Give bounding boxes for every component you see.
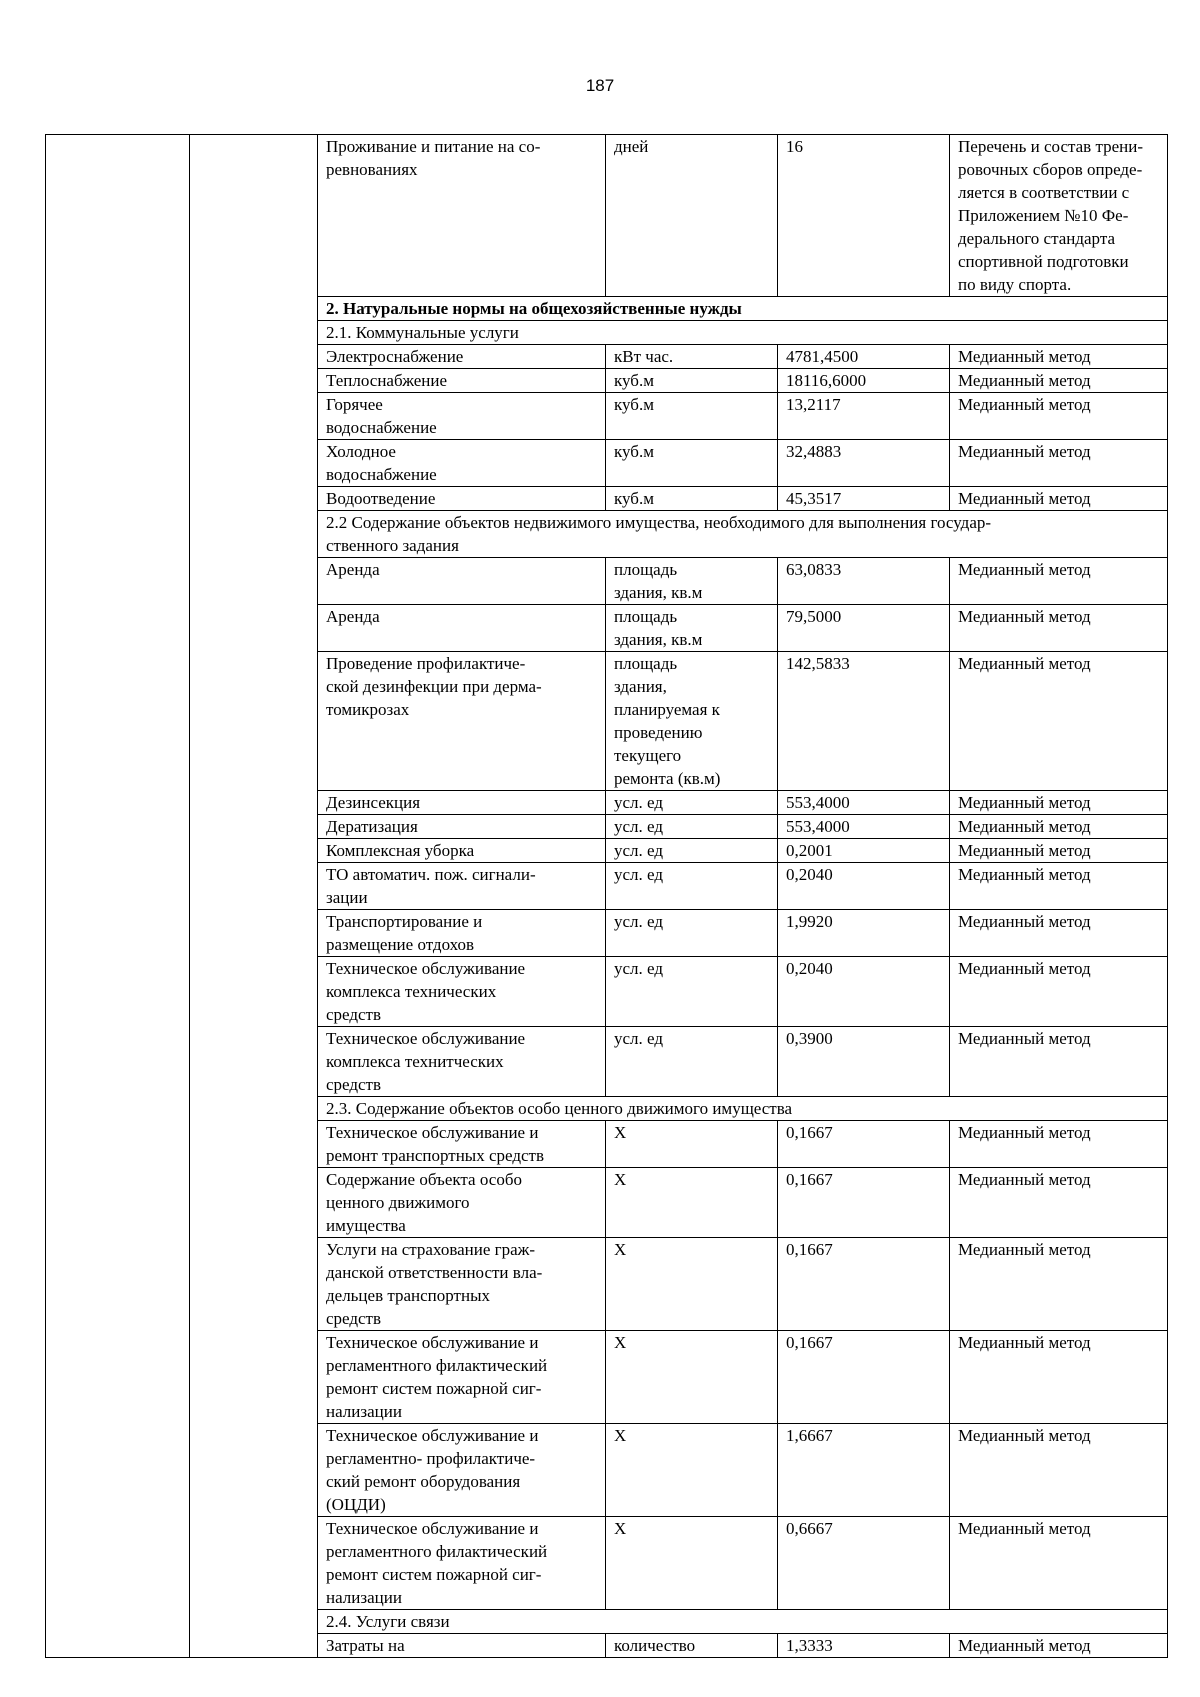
value-cell: 13,2117: [778, 393, 950, 440]
item-name-cell: Услуги на страхование граж- данской ответственности вла- дельцев транспортных средств: [318, 1238, 606, 1331]
left-margin-cell-1: [46, 135, 190, 1658]
item-name-cell: Проживание и питание на со- ревнованиях: [318, 135, 606, 297]
item-name-cell: Аренда: [318, 558, 606, 605]
unit-cell: площадь здания, кв.м: [606, 605, 778, 652]
item-name-cell: Техническое обслуживание и регламентного филактический ремонт систем пожарной сиг- нализации: [318, 1331, 606, 1424]
method-cell: Медианный метод: [950, 815, 1168, 839]
unit-cell: площадь здания, планируемая к проведению текущего ремонта (кв.м): [606, 652, 778, 791]
value-cell: 79,5000: [778, 605, 950, 652]
value-cell: 32,4883: [778, 440, 950, 487]
method-cell: Медианный метод: [950, 440, 1168, 487]
value-cell: 1,3333: [778, 1634, 950, 1658]
unit-cell: кВт час.: [606, 345, 778, 369]
unit-cell: Х: [606, 1121, 778, 1168]
method-cell: Медианный метод: [950, 393, 1168, 440]
item-name-cell: Техническое обслуживание и ремонт транспортных средств: [318, 1121, 606, 1168]
method-cell: Медианный метод: [950, 957, 1168, 1027]
left-margin-cell-2: [190, 135, 318, 1658]
table-row: [46, 135, 1168, 297]
section-heading: 2.3. Содержание объектов особо ценного движимого имущества: [318, 1097, 1168, 1121]
method-cell: Медианный метод: [950, 1168, 1168, 1238]
method-cell: Медианный метод: [950, 652, 1168, 791]
method-cell: Медианный метод: [950, 863, 1168, 910]
unit-cell: усл. ед: [606, 863, 778, 910]
method-cell: Медианный метод: [950, 558, 1168, 605]
value-cell: 18116,6000: [778, 369, 950, 393]
value-cell: 1,9920: [778, 910, 950, 957]
unit-cell: усл. ед: [606, 839, 778, 863]
method-cell: Медианный метод: [950, 910, 1168, 957]
method-cell: Медианный метод: [950, 1517, 1168, 1610]
value-cell: 63,0833: [778, 558, 950, 605]
value-cell: 16: [778, 135, 950, 297]
item-name-cell: Холодное водоснабжение: [318, 440, 606, 487]
item-name-cell: Водоотведение: [318, 487, 606, 511]
unit-cell: Х: [606, 1168, 778, 1238]
method-cell: Медианный метод: [950, 605, 1168, 652]
unit-cell: площадь здания, кв.м: [606, 558, 778, 605]
value-cell: 45,3517: [778, 487, 950, 511]
value-cell: 0,6667: [778, 1517, 950, 1610]
section-heading: 2.2 Содержание объектов недвижимого имущества, необходимого для выполнения государ- ственного задания: [318, 511, 1168, 558]
method-cell: Медианный метод: [950, 369, 1168, 393]
method-cell: Медианный метод: [950, 839, 1168, 863]
unit-cell: куб.м: [606, 393, 778, 440]
method-cell: Медианный метод: [950, 791, 1168, 815]
method-cell: Перечень и состав трени- ровочных сборов опреде- ляется в соответствии с Приложением №10 Фе- дерального стандарта спортивной подготовки по виду спорта.: [950, 135, 1168, 297]
item-name-cell: Горячее водоснабжение: [318, 393, 606, 440]
value-cell: 0,2040: [778, 863, 950, 910]
value-cell: 1,6667: [778, 1424, 950, 1517]
section-heading: 2. Натуральные нормы на общехозяйственные нужды: [318, 297, 1168, 321]
item-name-cell: Комплексная уборка: [318, 839, 606, 863]
item-name-cell: Теплоснабжение: [318, 369, 606, 393]
value-cell: 553,4000: [778, 791, 950, 815]
unit-cell: куб.м: [606, 369, 778, 393]
unit-cell: Х: [606, 1424, 778, 1517]
value-cell: 0,1667: [778, 1331, 950, 1424]
unit-cell: усл. ед: [606, 815, 778, 839]
item-name-cell: ТО автоматич. пож. сигнали- зации: [318, 863, 606, 910]
unit-cell: Х: [606, 1517, 778, 1610]
method-cell: Медианный метод: [950, 1424, 1168, 1517]
item-name-cell: Аренда: [318, 605, 606, 652]
value-cell: 0,2040: [778, 957, 950, 1027]
unit-cell: Х: [606, 1331, 778, 1424]
item-name-cell: Электроснабжение: [318, 345, 606, 369]
method-cell: Медианный метод: [950, 1331, 1168, 1424]
value-cell: 0,1667: [778, 1238, 950, 1331]
unit-cell: усл. ед: [606, 1027, 778, 1097]
method-cell: Медианный метод: [950, 345, 1168, 369]
unit-cell: куб.м: [606, 440, 778, 487]
page-number: 187: [585, 76, 615, 95]
item-name-cell: Транспортирование и размещение отдохов: [318, 910, 606, 957]
item-name-cell: Затраты на: [318, 1634, 606, 1658]
value-cell: 553,4000: [778, 815, 950, 839]
method-cell: Медианный метод: [950, 1027, 1168, 1097]
unit-cell: усл. ед: [606, 791, 778, 815]
unit-cell: дней: [606, 135, 778, 297]
item-name-cell: Техническое обслуживание комплекса технитческих средств: [318, 1027, 606, 1097]
unit-cell: усл. ед: [606, 957, 778, 1027]
value-cell: 0,3900: [778, 1027, 950, 1097]
item-name-cell: Техническое обслуживание и регламентно- профилактиче- ский ремонт оборудования (ОЦДИ): [318, 1424, 606, 1517]
method-cell: Медианный метод: [950, 1121, 1168, 1168]
value-cell: 0,2001: [778, 839, 950, 863]
value-cell: 0,1667: [778, 1168, 950, 1238]
item-name-cell: Дератизация: [318, 815, 606, 839]
method-cell: Медианный метод: [950, 1238, 1168, 1331]
item-name-cell: Дезинсекция: [318, 791, 606, 815]
section-heading: 2.4. Услуги связи: [318, 1610, 1168, 1634]
unit-cell: количество: [606, 1634, 778, 1658]
section-heading: 2.1. Коммунальные услуги: [318, 321, 1168, 345]
unit-cell: Х: [606, 1238, 778, 1331]
value-cell: 4781,4500: [778, 345, 950, 369]
method-cell: Медианный метод: [950, 1634, 1168, 1658]
norms-table: [45, 134, 1168, 1658]
item-name-cell: Содержание объекта особо ценного движимого имущества: [318, 1168, 606, 1238]
unit-cell: усл. ед: [606, 910, 778, 957]
unit-cell: куб.м: [606, 487, 778, 511]
item-name-cell: Техническое обслуживание и регламентного филактический ремонт систем пожарной сиг- нализации: [318, 1517, 606, 1610]
item-name-cell: Проведение профилактиче- ской дезинфекции при дерма- томикрозах: [318, 652, 606, 791]
value-cell: 142,5833: [778, 652, 950, 791]
value-cell: 0,1667: [778, 1121, 950, 1168]
item-name-cell: Техническое обслуживание комплекса технических средств: [318, 957, 606, 1027]
method-cell: Медианный метод: [950, 487, 1168, 511]
